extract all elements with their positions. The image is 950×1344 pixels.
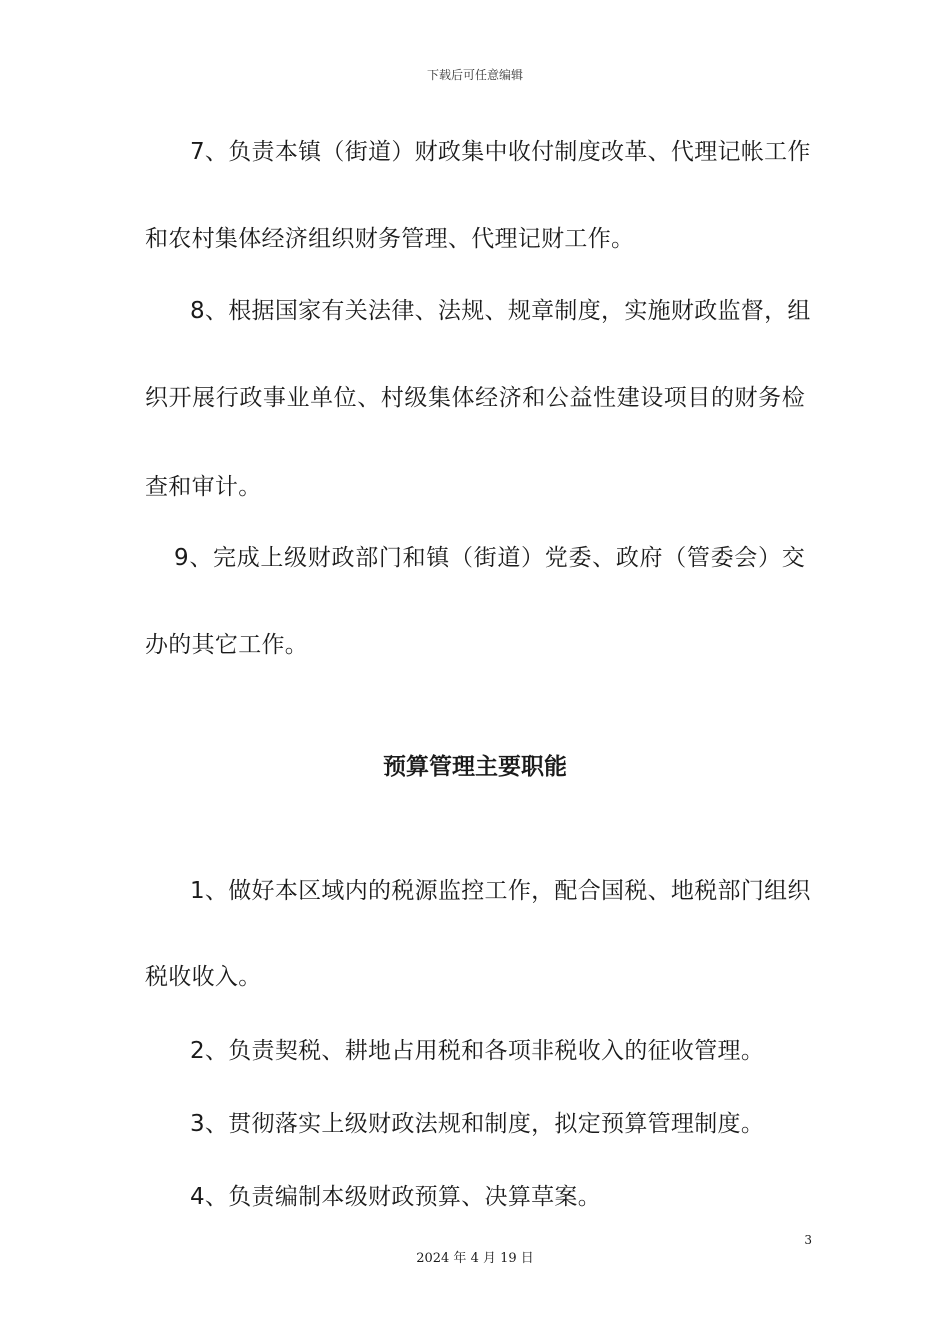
paragraph-line: 查和审计。 [145, 474, 262, 500]
paragraph-line: 1、做好本区域内的税源监控工作，配合国税、地税部门组织 [190, 878, 811, 904]
paragraph-line: 和农村集体经济组织财务管理、代理记财工作。 [145, 226, 635, 252]
paragraph-line: 办的其它工作。 [145, 632, 309, 658]
page-header: 下载后可任意编辑 [426, 68, 523, 82]
paragraph-line: 税收收入。 [145, 964, 262, 990]
page-number: 3 [804, 1233, 812, 1247]
paragraph-line: 9、完成上级财政部门和镇（街道）党委、政府（管委会）交 [174, 545, 805, 571]
paragraph-line: 3、贯彻落实上级财政法规和制度，拟定预算管理制度。 [190, 1111, 765, 1137]
footer-date: 2024 年 4 月 19 日 [416, 1251, 534, 1266]
paragraph-line: 7、负责本镇（街道）财政集中收付制度改革、代理记帐工作 [190, 139, 811, 165]
section-heading: 预算管理主要职能 [383, 754, 567, 780]
paragraph-line: 2、负责契税、耕地占用税和各项非税收入的征收管理。 [190, 1038, 765, 1064]
paragraph-line: 织开展行政事业单位、村级集体经济和公益性建设项目的财务检 [145, 385, 805, 411]
paragraph-line: 8、根据国家有关法律、法规、规章制度，实施财政监督，组 [190, 298, 811, 324]
paragraph-line: 4、负责编制本级财政预算、决算草案。 [190, 1184, 602, 1210]
